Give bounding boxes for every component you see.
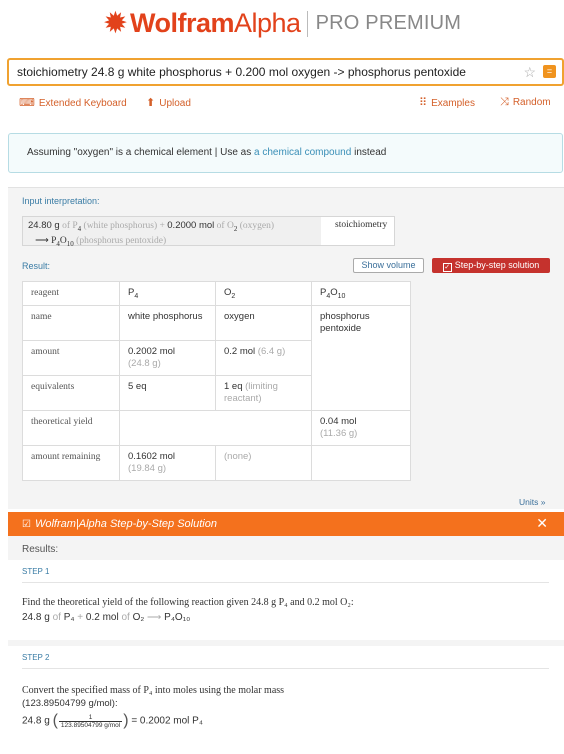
upload-button[interactable]	[146, 96, 191, 109]
right-paren: )	[123, 712, 129, 729]
row-label-amount: amount	[23, 341, 120, 376]
shuffle-icon: ⤨	[500, 96, 509, 108]
interp-name-p4: (white phosphorus) +	[81, 221, 168, 231]
assumption-banner	[8, 133, 563, 173]
interpretation-expression	[23, 217, 321, 248]
extended-keyboard-label: Extended Keyboard	[38, 98, 127, 109]
step-2-card	[8, 646, 564, 754]
cell-o2-amount: 0.2 mol (6.4 g)	[216, 341, 312, 376]
results-label: Results:	[22, 544, 59, 555]
cell-p4o10-remaining-empty	[312, 446, 411, 481]
compute-button-icon[interactable]: =	[543, 65, 556, 78]
cell-p4-symbol: $P_4$	[120, 282, 216, 306]
wolfram-star-icon: ✹	[102, 6, 128, 40]
input-interpretation-box	[22, 216, 395, 246]
interp-mol: 0.2000 mol	[167, 220, 215, 231]
cell-p4o10-amount-empty	[312, 341, 411, 376]
molar-mass-fraction: $\frac{1}{\text{123.89504799 g/mol}}$	[60, 713, 121, 729]
step-by-step-icon: ☑	[22, 519, 31, 530]
favorite-star-icon[interactable]: ☆	[523, 64, 536, 80]
logo-divider	[307, 11, 308, 37]
step-by-step-header	[8, 512, 564, 536]
interp-arrow-product: ⟶ P	[35, 235, 57, 246]
table-row	[23, 446, 411, 481]
cell-p4o10-symbol: $P_4O_{10}$	[312, 282, 411, 306]
cell-reactants-yield-empty	[120, 411, 312, 446]
row-label-reagent: reagent	[23, 282, 120, 306]
interp-p-sub: 4	[77, 224, 82, 233]
row-label-theoretical-yield: theoretical yield	[23, 411, 120, 446]
interp-name-o2: (oxygen)	[237, 221, 274, 231]
row-label-amount-remaining: amount remaining	[23, 446, 120, 481]
extended-keyboard-button[interactable]	[19, 96, 127, 109]
cell-p4o10-yield: 0.04 mol (11.36 g)	[312, 411, 411, 446]
keyboard-icon: ⌨	[19, 97, 35, 109]
assumption-text: Assuming "oxygen" is a chemical element | Use as	[27, 147, 255, 158]
examples-button[interactable]	[419, 96, 475, 109]
interp-of-p: of P	[59, 221, 78, 231]
show-volume-button[interactable]: Show volume	[353, 258, 424, 273]
interp-of-o: of O	[214, 221, 234, 231]
cell-o2-equivalents: 1 eq (limiting reactant)	[216, 376, 312, 411]
checkbox-icon: ✓	[444, 264, 451, 271]
cell-p4-name: white phosphorus	[120, 306, 216, 341]
input-interpretation-label: Input interpretation:	[22, 196, 100, 206]
upload-label: Upload	[159, 98, 191, 109]
step-2-divider	[22, 668, 549, 669]
step-by-step-label: Step-by-step solution	[454, 260, 540, 270]
row-label-name: name	[23, 306, 120, 341]
search-box	[7, 58, 564, 86]
input-toolbar	[0, 96, 564, 112]
step-1-card	[8, 560, 564, 640]
interp-prod-sub2: 10	[66, 239, 74, 248]
pro-premium-label: PRO PREMIUM	[315, 12, 462, 34]
cell-o2-remaining: (none)	[216, 446, 312, 481]
interp-name-product: (phosphorus pentoxide)	[73, 235, 167, 246]
step-1-equation: 24.8 g of P₄ + 0.2 mol of O₂ ⟶ P₄O₁₀	[22, 612, 191, 623]
step-2-text: Convert the specified mass of P₄ into moles using the molar mass (123.89504799 g/mol):	[22, 685, 285, 709]
random-button[interactable]	[500, 96, 551, 109]
cell-p4-remaining: 0.1602 mol (19.84 g)	[120, 446, 216, 481]
examples-label: Examples	[431, 98, 475, 109]
random-label: Random	[512, 97, 551, 108]
step-by-step-title: Wolfram|Alpha Step-by-Step Solution	[34, 518, 217, 530]
step-by-step-body	[8, 536, 564, 754]
step-1-text: Find the theoretical yield of the following reaction given 24.8 g P₄ and 0.2 mol O₂:	[22, 597, 354, 608]
cell-o2-symbol: $O_2$	[216, 282, 312, 306]
upload-icon: ⬆	[146, 97, 156, 109]
assumption-suffix: instead	[351, 147, 387, 158]
cell-p4o10-name: phosphorus pentoxide	[312, 306, 411, 341]
interp-prod-sub1: 4	[56, 239, 60, 248]
grid-icon: ⠿	[419, 97, 428, 109]
use-as-compound-link[interactable]: a chemical compound	[254, 147, 352, 158]
table-row	[23, 376, 411, 411]
result-table	[22, 281, 411, 481]
step-1-divider	[22, 582, 549, 583]
table-row	[23, 411, 411, 446]
interp-o-sub: 2	[233, 224, 238, 233]
table-row	[23, 341, 411, 376]
cell-p4o10-equivalents-empty	[312, 376, 411, 411]
cell-p4-amount: 0.2002 mol (24.8 g)	[120, 341, 216, 376]
table-row	[23, 282, 411, 306]
step-1-label: STEP 1	[22, 567, 50, 576]
cell-p4-equivalents: 5 eq	[120, 376, 216, 411]
step-2-label: STEP 2	[22, 653, 50, 662]
logo-wolfram-text: Wolfram	[130, 8, 235, 38]
close-icon[interactable]: ✕	[536, 515, 548, 531]
units-link[interactable]: Units »	[519, 497, 546, 507]
interp-mass: 24.80 g	[28, 220, 60, 231]
result-pod	[8, 187, 564, 509]
step-2-equation: 24.8 g ( $\frac{1}{\text{123.89504799 g/mol}}$ ) = 0.2002 mol P₄	[22, 712, 203, 729]
cell-o2-name: oxygen	[216, 306, 312, 341]
result-label: Result:	[22, 261, 51, 271]
logo-alpha-text: Alpha	[234, 8, 301, 38]
search-input[interactable]	[9, 60, 489, 84]
left-paren: (	[52, 712, 58, 729]
header-logo[interactable]	[0, 8, 564, 42]
table-row	[23, 306, 411, 341]
step-by-step-button[interactable]	[432, 258, 550, 273]
interpretation-operation: stoichiometry	[335, 220, 388, 230]
interp-prod-o: O	[59, 235, 67, 246]
row-label-equivalents: equivalents	[23, 376, 120, 411]
